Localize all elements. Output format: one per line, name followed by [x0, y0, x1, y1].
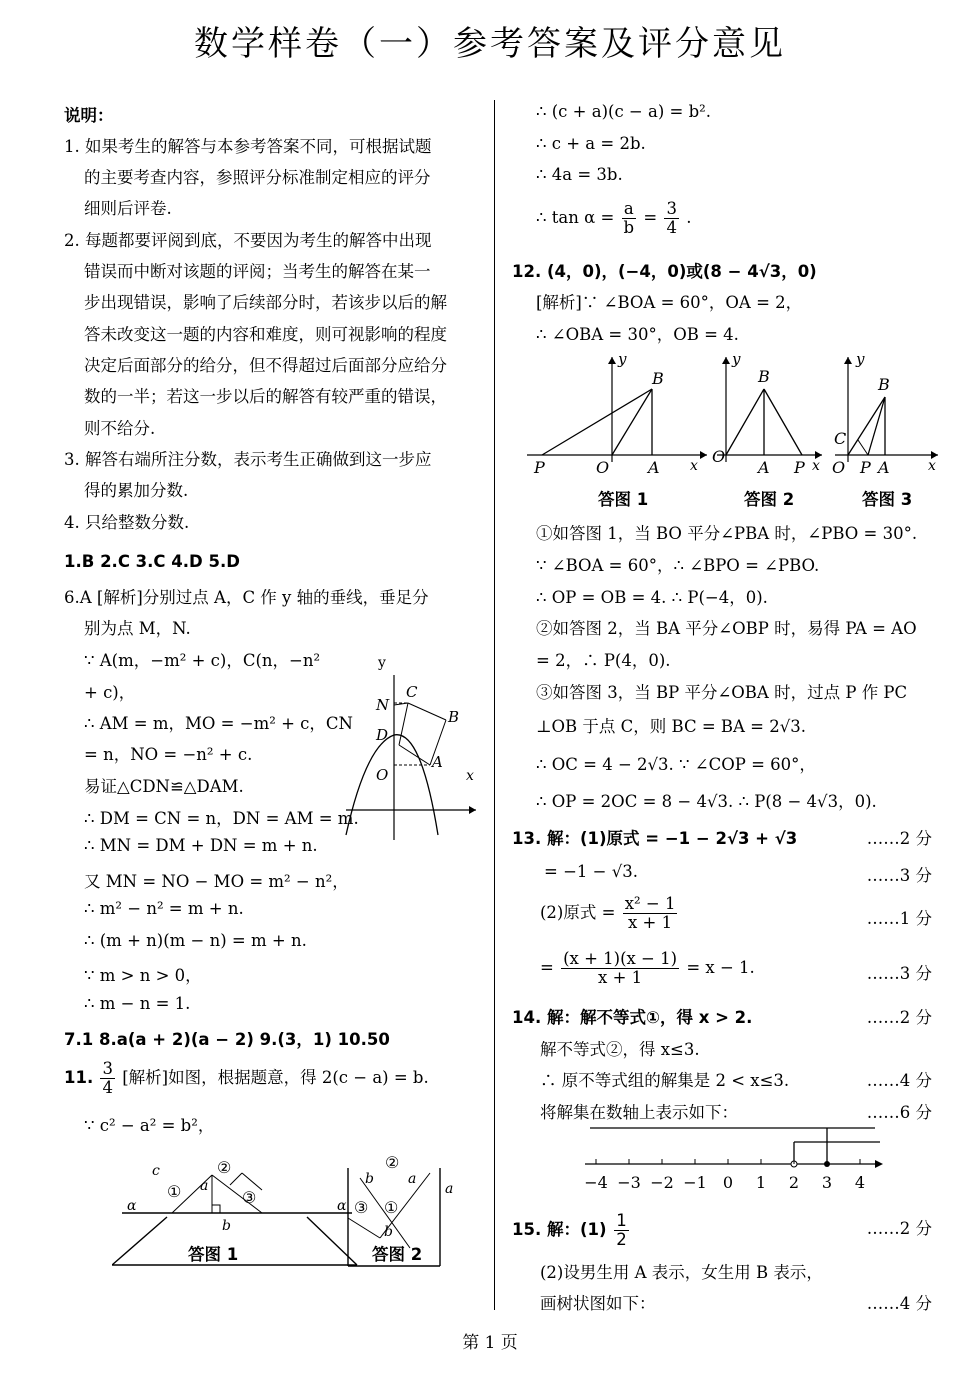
q6-line: = n，NO = −n² + c.	[84, 745, 253, 764]
fig-label: a	[200, 1178, 209, 1194]
q12-body-line: = 2，∴ P(4，0).	[536, 651, 671, 670]
fig-label: ③	[242, 1188, 257, 1207]
q6-line: ∵ A(m，−m² + c)，C(n，−n²	[84, 651, 321, 670]
q12-header: 12. (4，0)，(−4，0)或(8 − 4√3，0)	[512, 262, 817, 281]
figure-caption: 答图 1	[598, 490, 649, 509]
q6-line: ∴ (m + n)(m − n) = m + n.	[84, 931, 307, 950]
fraction-denominator: b	[623, 218, 635, 238]
note-line: 决定后面部分的给分，但不得超过后面部分应给分	[84, 356, 447, 375]
fig-label: b	[222, 1218, 231, 1234]
axis-tick-label: −4	[584, 1173, 608, 1192]
q11-answer-fraction	[100, 1060, 115, 1097]
score-mark: ……4 分	[866, 1294, 932, 1313]
fig-label: O	[712, 447, 726, 466]
note-line: 则不给分.	[84, 419, 156, 438]
score-mark: ……2 分	[866, 1219, 932, 1238]
q13-line: = −1 − √3.	[544, 862, 638, 881]
q12-line: ∴ ∠OBA = 30°，OB = 4.	[536, 325, 739, 344]
q15-fraction	[614, 1212, 629, 1249]
fig-label: A	[878, 458, 890, 477]
fig-label: N	[376, 696, 390, 714]
q12-line: [解析]∵ ∠BOA = 60°，OA = 2，	[536, 293, 803, 312]
q6-parabola-figure	[326, 645, 481, 840]
fig-label: C	[406, 683, 418, 701]
note-line: 的主要考查内容，参照评分标准制定相应的评分	[84, 168, 431, 187]
fig-label: P	[794, 458, 805, 477]
fig-label: B	[652, 369, 664, 388]
score-mark: ……1 分	[866, 909, 932, 928]
q6-line: 易证△CDN≌△DAM.	[84, 777, 244, 796]
q13-line	[540, 895, 679, 932]
fig-label: D	[376, 726, 389, 744]
mc-answers: 1.B 2.C 3.C 4.D 5.D	[64, 552, 240, 571]
q6-line: + c)，	[84, 683, 136, 702]
note-title: 说明：	[64, 106, 114, 125]
note-line: 4. 只给整数分数.	[64, 513, 190, 532]
score-mark: ……6 分	[866, 1103, 932, 1122]
q12-body-line: ③如答图 3，当 BP 平分∠OBA 时，过点 P 作 PC	[536, 683, 908, 702]
fig-label: C	[834, 429, 847, 448]
q6-line: ∴ AM = m，MO = −m² + c，CN	[84, 714, 353, 733]
q13-line: 13. 解：(1)原式 = −1 − 2√3 + √3	[512, 829, 798, 848]
score-mark: ……4 分	[866, 1071, 932, 1090]
q7-10-answers: 7.1 8.a(a + 2)(a − 2) 9.(3，1) 10.50	[64, 1030, 390, 1049]
axis-tick-label: 3	[821, 1173, 833, 1192]
q6-line: 又 MN = NO − MO = m² − n²，	[84, 872, 349, 891]
fig-label: y	[378, 655, 386, 671]
q11-header	[64, 1060, 429, 1097]
fraction-denominator: x + 1	[598, 968, 643, 988]
score-mark: ……2 分	[866, 1008, 932, 1027]
q11-cont-line: ∴ c + a = 2b.	[536, 134, 646, 153]
fraction-a-over-b	[622, 200, 637, 237]
axis-tick-label: −2	[650, 1173, 674, 1192]
q14-line: 解不等式②，得 x≤3.	[540, 1040, 700, 1059]
q11-tan-line	[536, 200, 691, 237]
axis-tick-label: 4	[854, 1173, 866, 1192]
equals-sign: =	[540, 958, 554, 978]
fig-label: y	[856, 352, 865, 368]
fraction-denominator: 4	[102, 1078, 113, 1098]
fig-label: A	[432, 753, 443, 771]
fig-label: A	[648, 458, 660, 477]
fraction-3-over-4	[664, 200, 679, 237]
fig-label: c	[152, 1163, 160, 1179]
tan-prefix: ∴ tan α =	[536, 208, 615, 228]
fig-label: B	[878, 375, 890, 394]
q13-text: (2)原式 =	[540, 903, 616, 923]
fraction-numerator: 3	[666, 199, 677, 218]
axis-tick-label: 2	[788, 1173, 800, 1192]
q12-body-line: ①如答图 1，当 BO 平分∠PBA 时，∠PBO = 30°.	[536, 524, 918, 543]
q11-line: ∵ c² − a² = b²，	[84, 1116, 215, 1135]
fig-label: A	[758, 458, 770, 477]
q13-fraction	[623, 895, 678, 932]
note-line: 错误而中断对该题的评阅；当考生的解答在某一	[84, 262, 431, 281]
fig-label: a	[445, 1181, 454, 1197]
axis-tick-label: 0	[722, 1173, 734, 1192]
q6-line: 别为点 M，N.	[84, 619, 191, 638]
q15-line: 画树状图如下：	[540, 1294, 656, 1313]
figure-caption: 答图 3	[862, 490, 913, 509]
fig-label: O	[832, 458, 846, 477]
q11-cont-line: ∴ 4a = 3b.	[536, 165, 623, 184]
period: .	[686, 208, 692, 228]
fraction-numerator: x² − 1	[624, 894, 676, 913]
fraction-numerator: (x + 1)(x − 1)	[563, 949, 678, 968]
equals-sign: =	[643, 208, 658, 228]
fraction-numerator: 3	[102, 1059, 113, 1078]
q14-line: ∴ 原不等式组的解集是 2 < x≤3.	[540, 1071, 790, 1090]
number-line	[580, 1120, 900, 1195]
score-mark: ……2 分	[866, 829, 932, 848]
q6-line: ∵ m > n > 0，	[84, 966, 202, 985]
fig-label: ③	[354, 1198, 369, 1217]
note-line: 细则后评卷.	[84, 199, 172, 218]
fig-label: α	[337, 1198, 347, 1214]
q13-line	[540, 950, 755, 987]
fig-label: O	[596, 458, 610, 477]
fraction-denominator: 2	[616, 1230, 627, 1250]
fig-label: x	[466, 768, 474, 784]
fig-label: b	[365, 1171, 374, 1187]
note-line: 3. 解答右端所注分数，表示考生正确做到这一步应	[64, 450, 432, 469]
q12-figure-1	[522, 352, 712, 477]
q12-figure-3	[830, 352, 940, 477]
q12-body-line: ∴ OC = 4 − 2√3. ∵ ∠COP = 60°，	[536, 755, 816, 774]
note-line: 得的累加分数.	[84, 481, 189, 500]
fig-label: α	[127, 1198, 137, 1214]
fig-label: ②	[217, 1158, 232, 1177]
q12-body-line: ⊥OB 于点 C，则 BC = BA = 2√3.	[536, 717, 807, 736]
page-footer: 第 1 页	[462, 1333, 518, 1353]
fig-label: O	[376, 766, 389, 784]
axis-tick-label: 1	[755, 1173, 767, 1192]
fig-label: ①	[384, 1198, 399, 1217]
fig-label: y	[618, 352, 627, 368]
q6-line: ∴ m² − n² = m + n.	[84, 899, 244, 918]
q6-line: 6.A [解析]分别过点 A，C 作 y 轴的垂线，垂足分	[64, 588, 429, 607]
q15-line	[512, 1212, 631, 1249]
q11-cont-line: ∴ (c + a)(c − a) = b².	[536, 102, 712, 121]
score-mark: ……3 分	[866, 964, 932, 983]
q14-line: 将解集在数轴上表示如下：	[540, 1103, 738, 1122]
fig-label: x	[812, 458, 820, 474]
note-line: 答未改变这一题的内容和难度，则可视影响的程度	[84, 325, 447, 344]
fraction-numerator: a	[622, 200, 637, 219]
figure-caption: 答图 2	[372, 1245, 423, 1264]
fig-label: B	[758, 367, 770, 386]
q11-number: 11.	[64, 1068, 94, 1088]
q15-text: 15. 解：(1)	[512, 1220, 607, 1240]
axis-tick-label: −1	[683, 1173, 707, 1192]
q12-body-line: ∴ OP = OB = 4. ∴ P(−4，0).	[536, 588, 768, 607]
fraction-denominator: 4	[666, 218, 677, 238]
q12-body-line: ∵ ∠BOA = 60°，∴ ∠BPO = ∠PBO.	[536, 556, 820, 575]
note-line: 数的一半；若这一步以后的解答有较严重的错误，	[84, 387, 447, 406]
q12-figure-2	[712, 352, 827, 477]
fig-label: B	[448, 708, 460, 726]
score-mark: ……3 分	[866, 866, 932, 885]
note-line: 2. 每题都要评阅到底，不要因为考生的解答中出现	[64, 231, 432, 250]
note-line: 1. 如果考生的解答与本参考答案不同，可根据试题	[64, 137, 432, 156]
axis-tick-label: −3	[617, 1173, 641, 1192]
q12-body-line: ②如答图 2，当 BA 平分∠OBP 时，易得 PA = AO	[536, 619, 917, 638]
q15-line: (2)设男生用 A 表示，女生用 B 表示，	[540, 1263, 823, 1282]
q6-line: ∴ MN = DM + DN = m + n.	[84, 836, 318, 855]
fig-label: a	[408, 1171, 417, 1187]
q11-text: [解析]如图，根据题意，得 2(c − a) = b.	[122, 1068, 429, 1088]
note-line: 步出现错误，影响了后续部分时，若该步以后的解	[84, 293, 447, 312]
fig-label: P	[860, 458, 871, 477]
fig-label: P	[534, 458, 545, 477]
q13-text: = x − 1.	[686, 958, 755, 978]
fig-label: b	[384, 1224, 393, 1240]
q6-line: ∴ DM = CN = n，DN = AM = m.	[84, 809, 359, 828]
page-title: 数学样卷（一）参考答案及评分意见	[194, 24, 786, 64]
fig-label: ①	[167, 1182, 182, 1201]
q14-line: 14. 解：解不等式①，得 x > 2.	[512, 1008, 753, 1027]
fig-label: y	[732, 352, 741, 368]
fig-label: ②	[385, 1153, 400, 1172]
q6-line: ∴ m − n = 1.	[84, 994, 191, 1013]
figure-caption: 答图 1	[188, 1245, 239, 1264]
q13-fraction	[561, 950, 679, 987]
fig-label: x	[928, 458, 936, 474]
column-divider	[494, 100, 495, 1310]
fraction-numerator: 1	[616, 1211, 627, 1230]
fig-label: x	[690, 458, 698, 474]
q12-body-line: ∴ OP = 2OC = 8 − 4√3. ∴ P(8 − 4√3，0).	[536, 792, 877, 811]
fraction-denominator: x + 1	[628, 913, 673, 933]
figure-caption: 答图 2	[744, 490, 795, 509]
